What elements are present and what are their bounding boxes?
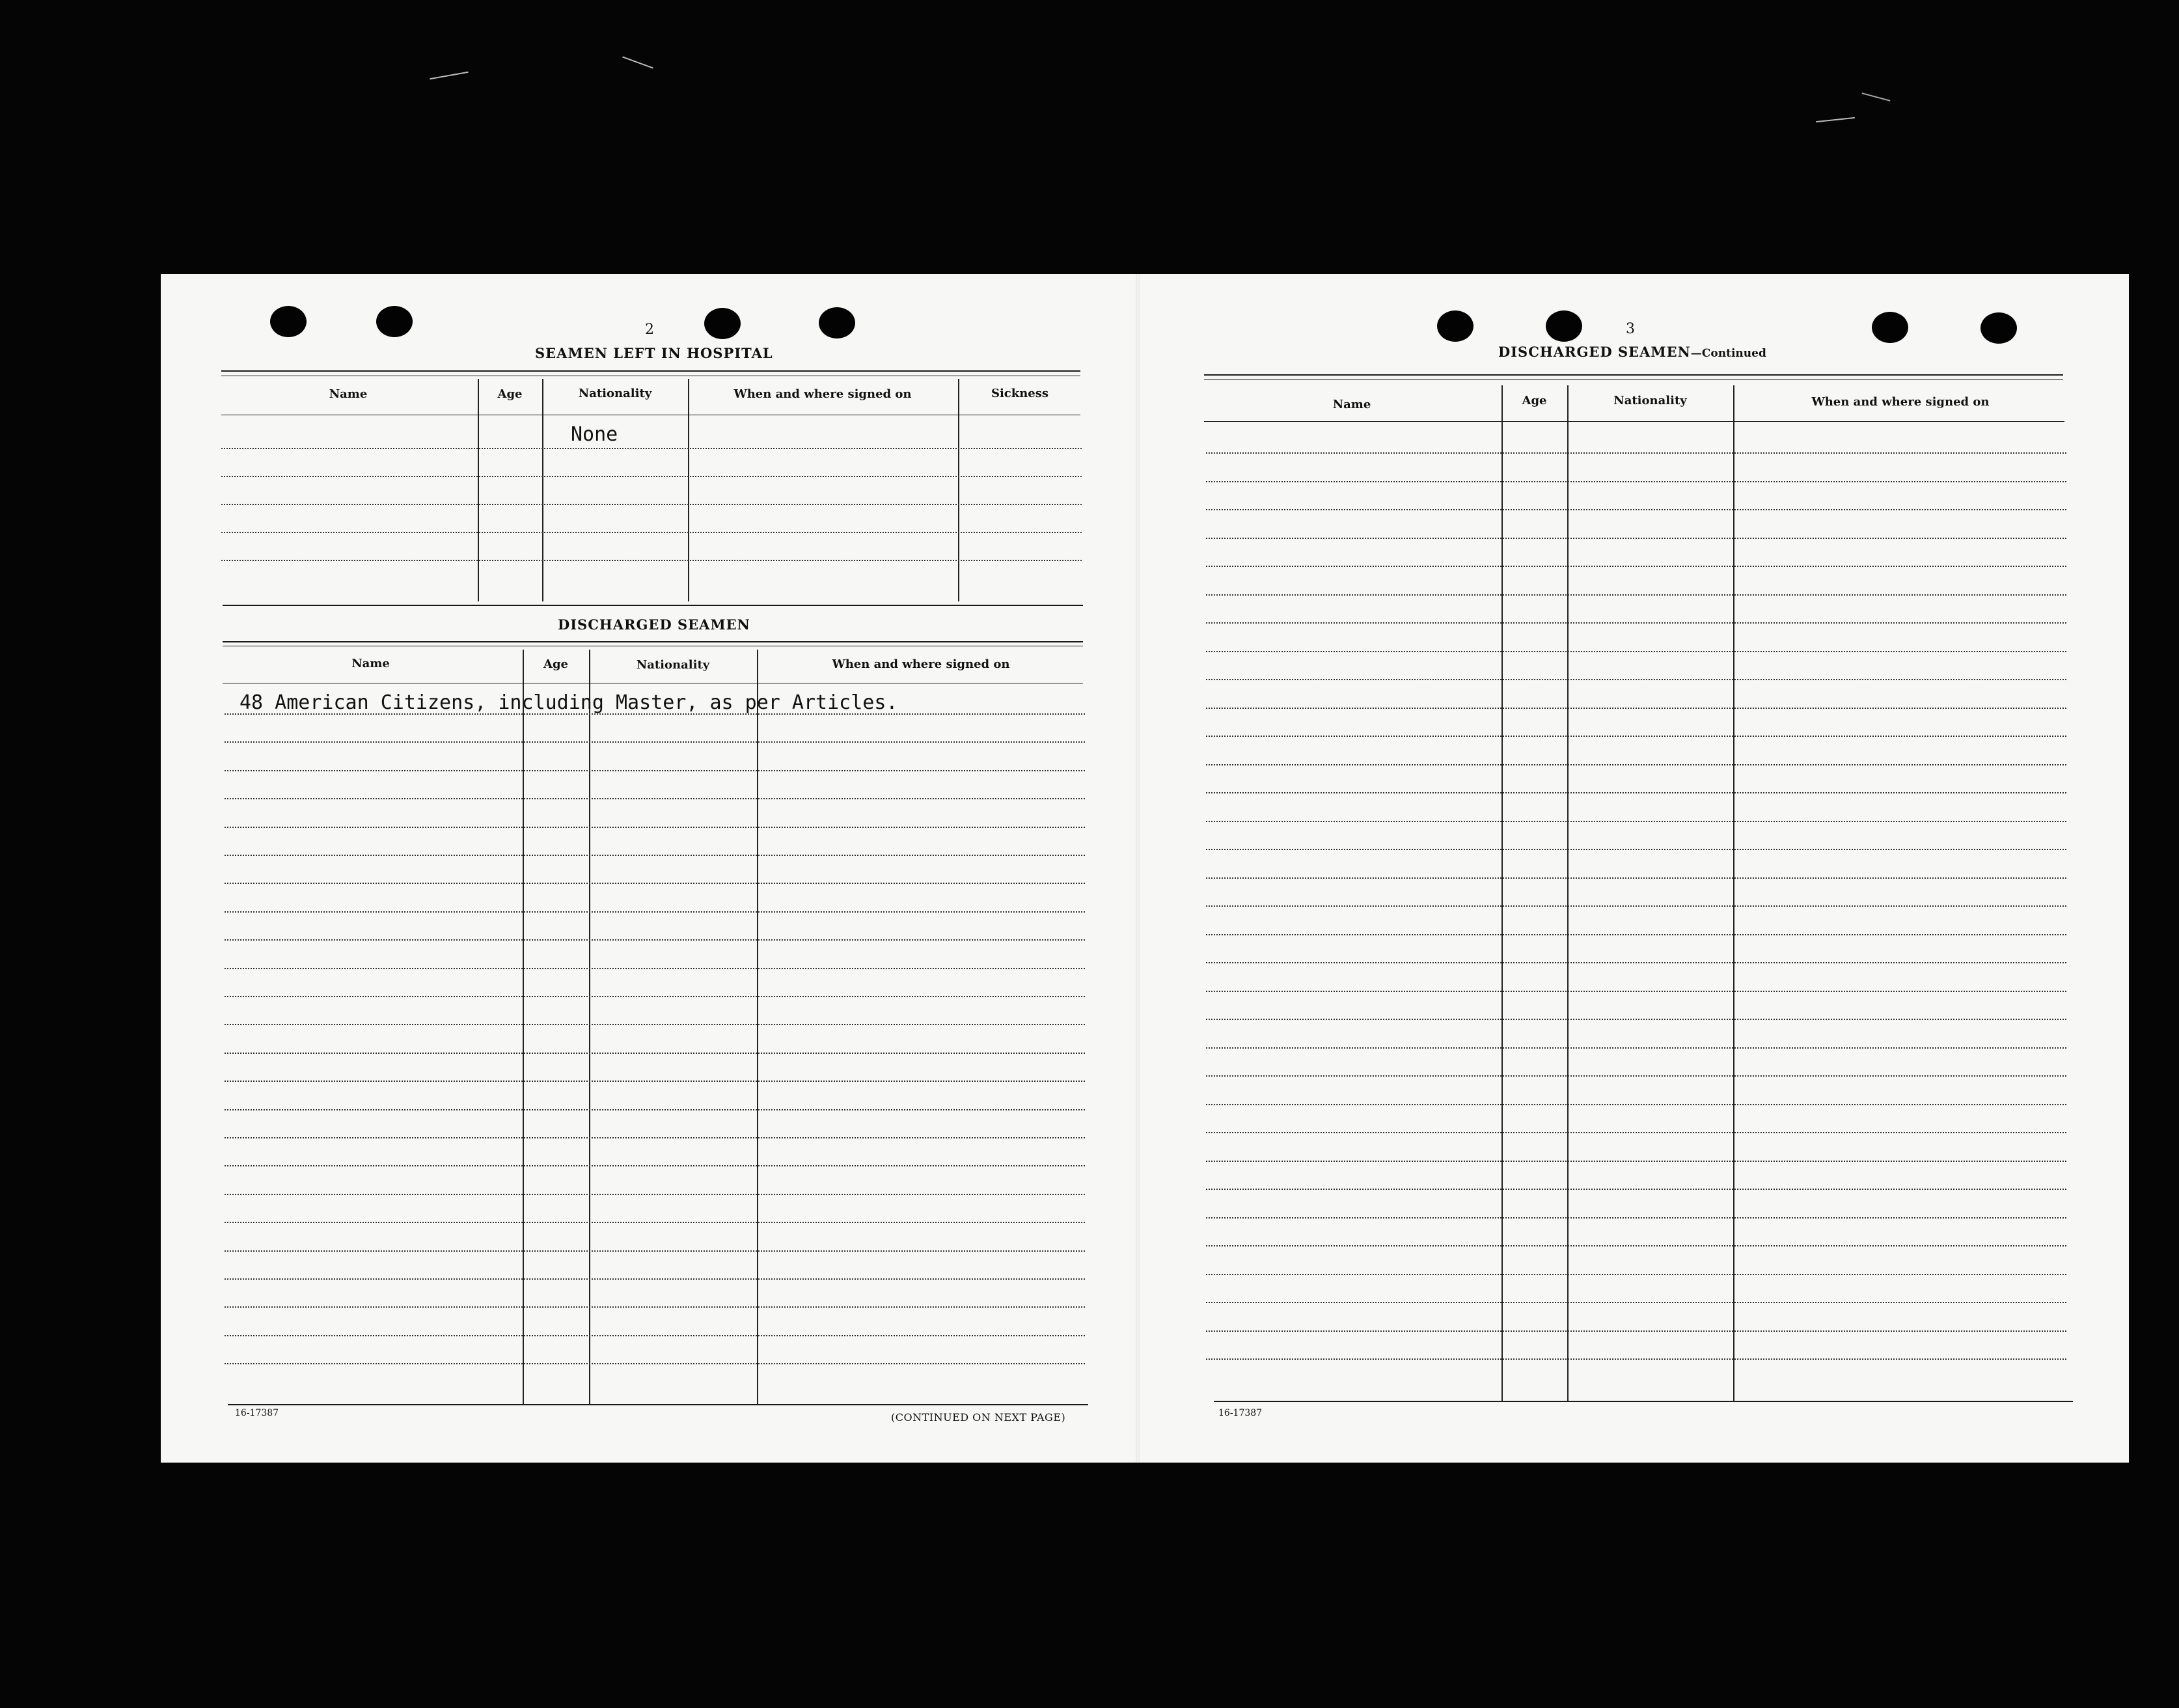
ruled-row-line [225, 968, 1085, 969]
column-header-sickness: Sickness [991, 387, 1049, 400]
ruled-row-line [1206, 1302, 2066, 1303]
column-header-age: Age [543, 657, 568, 671]
column-header-nationality: Nationality [636, 658, 710, 672]
column-divider [688, 379, 689, 601]
column-header-nationality: Nationality [578, 387, 652, 400]
ruled-row-line [1206, 1189, 2066, 1190]
continued-section-title-suffix: —Continued [1690, 347, 1766, 360]
column-header-name: Name [329, 387, 368, 401]
table-bottom-rule [223, 605, 1083, 606]
ruled-row-line [1206, 877, 2066, 879]
ruled-row-line [1206, 1132, 2066, 1133]
ruled-row-line [221, 560, 1082, 561]
ruled-row-line [1206, 1217, 2066, 1219]
punch-hole [270, 306, 307, 337]
ruled-row-line [1206, 622, 2066, 624]
ruled-row-line [225, 1306, 1085, 1308]
ruled-row-line [225, 1250, 1085, 1252]
ruled-row-line [1206, 1047, 2066, 1049]
punch-hole [704, 308, 741, 339]
ruled-row-line [225, 1335, 1085, 1336]
punch-hole [1437, 310, 1473, 342]
ruled-row-line [225, 1109, 1085, 1110]
ruled-row-line [1206, 1161, 2066, 1162]
ruled-row-line [1206, 708, 2066, 709]
ruled-row-line [225, 770, 1085, 771]
ruled-row-line [225, 798, 1085, 799]
ruled-row-line [225, 1165, 1085, 1166]
ruled-row-line [1206, 821, 2066, 822]
punch-hole [819, 307, 855, 338]
ruled-row-line [225, 996, 1085, 997]
ruled-row-line [225, 1363, 1085, 1364]
ruled-row-line [225, 1222, 1085, 1223]
column-divider [589, 650, 590, 1405]
column-header-nationality: Nationality [1613, 394, 1687, 407]
page-number: 3 [1626, 321, 1635, 337]
column-header-signed-on: When and where signed on [733, 387, 912, 401]
column-header-age: Age [497, 387, 523, 401]
film-scratch [622, 57, 653, 69]
ruled-row-line [1206, 1245, 2066, 1247]
ruled-row-line [1206, 905, 2066, 907]
ruled-row-line [225, 741, 1085, 743]
continued-section-title [1498, 344, 1766, 360]
column-divider [523, 650, 524, 1405]
column-header-name: Name [351, 657, 390, 670]
table-bottom-rule [1214, 1401, 2073, 1402]
ruled-row-line [225, 1137, 1085, 1138]
punch-hole [376, 306, 413, 337]
ruled-row-line [225, 939, 1085, 941]
column-divider [757, 650, 758, 1405]
ruled-row-line [1206, 1274, 2066, 1275]
column-divider [478, 379, 479, 601]
ruled-row-line [1206, 452, 2066, 454]
ruled-row-line [225, 883, 1085, 884]
column-divider [542, 379, 543, 601]
punch-hole [1872, 312, 1908, 343]
film-scratch [1862, 92, 1891, 102]
continued-note: (CONTINUED ON NEXT PAGE) [891, 1411, 1066, 1424]
header-underline [1204, 421, 2064, 422]
form-number: 16-17387 [1218, 1408, 1263, 1418]
column-divider [958, 379, 959, 601]
ruled-row-line [1206, 736, 2066, 737]
film-scratch [430, 72, 468, 79]
ruled-row-line [221, 476, 1082, 477]
ruled-row-line [1206, 991, 2066, 992]
ruled-row-line [1206, 651, 2066, 652]
column-header-signed-on: When and where signed on [832, 657, 1010, 671]
table-top-rule [223, 641, 1083, 642]
ruled-row-line [1206, 566, 2066, 567]
hospital-entry: None [571, 423, 618, 446]
ruled-row-line [1206, 679, 2066, 680]
ruled-row-line [1206, 509, 2066, 510]
ruled-row-line [225, 1024, 1085, 1025]
ruled-row-line [225, 1278, 1085, 1280]
ruled-row-line [225, 827, 1085, 828]
discharged-section-title: DISCHARGED SEAMEN [558, 616, 750, 633]
ruled-row-line [1206, 538, 2066, 539]
film-scratch [1816, 117, 1855, 122]
ruled-row-line [225, 1053, 1085, 1054]
ruled-row-line [225, 855, 1085, 856]
column-header-age: Age [1522, 394, 1547, 407]
ruled-row-line [221, 448, 1082, 449]
form-number: 16-17387 [235, 1408, 279, 1418]
table-bottom-rule [228, 1404, 1088, 1405]
ruled-row-line [225, 1194, 1085, 1195]
ruled-row-line [221, 532, 1082, 533]
ruled-row-line [1206, 1330, 2066, 1332]
ruled-row-line [1206, 1358, 2066, 1360]
table-top-rule [1204, 374, 2063, 376]
discharged-entry: 48 American Citizens, including Master, as per Articles. [240, 691, 898, 714]
table-top-rule [221, 370, 1080, 372]
hospital-section-title: SEAMEN LEFT IN HOSPITAL [535, 345, 773, 361]
ruled-row-line [1206, 962, 2066, 963]
ruled-row-line [1206, 764, 2066, 765]
ruled-row-line [1206, 594, 2066, 596]
ruled-row-line [1206, 481, 2066, 482]
ruled-row-line [1206, 1104, 2066, 1105]
ruled-row-line [225, 1081, 1085, 1082]
continued-section-title-main: DISCHARGED SEAMEN [1498, 344, 1691, 360]
table-top-rule [1204, 379, 2063, 380]
ruled-row-line [1206, 1019, 2066, 1020]
punch-hole [1546, 310, 1582, 342]
ruled-row-line [1206, 849, 2066, 850]
column-header-signed-on: When and where signed on [1811, 395, 1990, 409]
page-number: 2 [645, 322, 654, 338]
punch-hole [1980, 312, 2017, 344]
ruled-row-line [1206, 1075, 2066, 1077]
page-fold [1136, 274, 1140, 1463]
ruled-row-line [1206, 792, 2066, 793]
column-header-name: Name [1332, 398, 1371, 411]
ruled-row-line [225, 911, 1085, 913]
ruled-row-line [1206, 934, 2066, 935]
ruled-row-line [221, 504, 1082, 505]
